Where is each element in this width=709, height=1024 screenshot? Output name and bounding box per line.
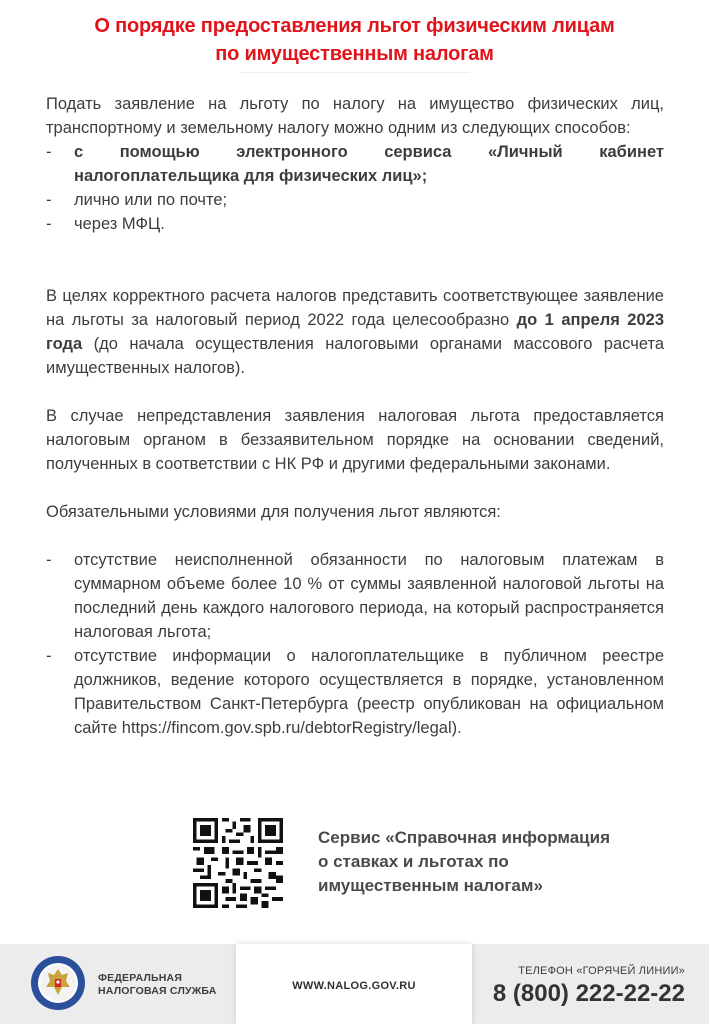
- page-title-line-1: О порядке предоставления льгот физическим лицам: [94, 15, 615, 37]
- section4-intro: Обязательными условиями для получения льгот являются:: [46, 503, 501, 521]
- service-caption: [318, 826, 638, 898]
- hotline-phone[interactable]: 8 (800) 222-22-22: [492, 980, 685, 1007]
- page-title-line-2: по имущественным налогам: [215, 43, 494, 65]
- list-item: [46, 212, 664, 236]
- org-name: [98, 972, 217, 998]
- deadline-date: до 1 апреля 2023 года: [46, 311, 664, 353]
- list-item: [46, 140, 664, 188]
- list-item-text: с помощью электронного сервиса «Личный кабинет налогоплательщика для физических лиц»;: [74, 143, 664, 185]
- document-body: [46, 92, 664, 740]
- section2-paragraph: [46, 284, 664, 380]
- hotline-label: ТЕЛЕФОН «ГОРЯЧЕЙ ЛИНИИ»: [518, 965, 685, 977]
- list-item-text: лично или по почте;: [74, 191, 228, 209]
- service-caption-line-1: Сервис «Справочная информация: [318, 828, 610, 847]
- list-marker: -: [46, 647, 52, 665]
- website-link[interactable]: WWW.NALOG.GOV.RU: [292, 980, 416, 992]
- section1-intro: Подать заявление на льготу по налогу на имущество физических лиц, транспортному и земельному налогу можно одним из следующих способов:: [46, 95, 664, 137]
- org-name-line-1: ФЕДЕРАЛЬНАЯ: [98, 972, 183, 984]
- fns-emblem-icon: [30, 955, 86, 1011]
- section2-text-post: (до начала осуществления налоговыми органами массового расчета имущественных налогов).: [46, 335, 664, 377]
- page-title: [0, 12, 709, 68]
- list-item: [46, 644, 664, 740]
- list-marker: -: [46, 191, 52, 209]
- service-caption-line-3: имущественным налогам»: [318, 876, 543, 895]
- list-item: [46, 188, 664, 212]
- list-item-text: отсутствие неисполненной обязанности по налоговым платежам в суммарном объеме более 10 % от суммы заявленной налоговой льготы на последний день каждого налогового периода, на который распространяется налоговая льгота;: [74, 551, 664, 641]
- section2-text-pre: В целях корректного расчета налогов представить соответствующее заявление на льготы за налоговый период 2022 года целесообразно: [46, 287, 664, 329]
- list-marker: -: [46, 143, 52, 161]
- list-item-text: отсутствие информации о налогоплательщике в публичном реестре должников, ведение которого осуществляется в порядке, установленном Правительством Санкт-Петербурга (реестр опубликован на официальном сайте https://fincom.gov.spb.ru/debtorRegistry/legal).: [74, 647, 664, 737]
- list-item: [46, 548, 664, 644]
- list-marker: -: [46, 551, 52, 569]
- section3-paragraph: В случае непредставления заявления налоговая льгота предоставляется налоговым органом в беззаявительном порядке на основании сведений, полученных в соответствии с НК РФ и другими федеральными законами.: [46, 407, 664, 473]
- list-item-text: через МФЦ.: [74, 215, 165, 233]
- title-divider: [240, 72, 470, 73]
- qr-code[interactable]: [193, 818, 283, 908]
- org-name-line-2: НАЛОГОВАЯ СЛУЖБА: [98, 985, 217, 997]
- service-caption-line-2: о ставках и льготах по: [318, 852, 509, 871]
- list-marker: -: [46, 215, 52, 233]
